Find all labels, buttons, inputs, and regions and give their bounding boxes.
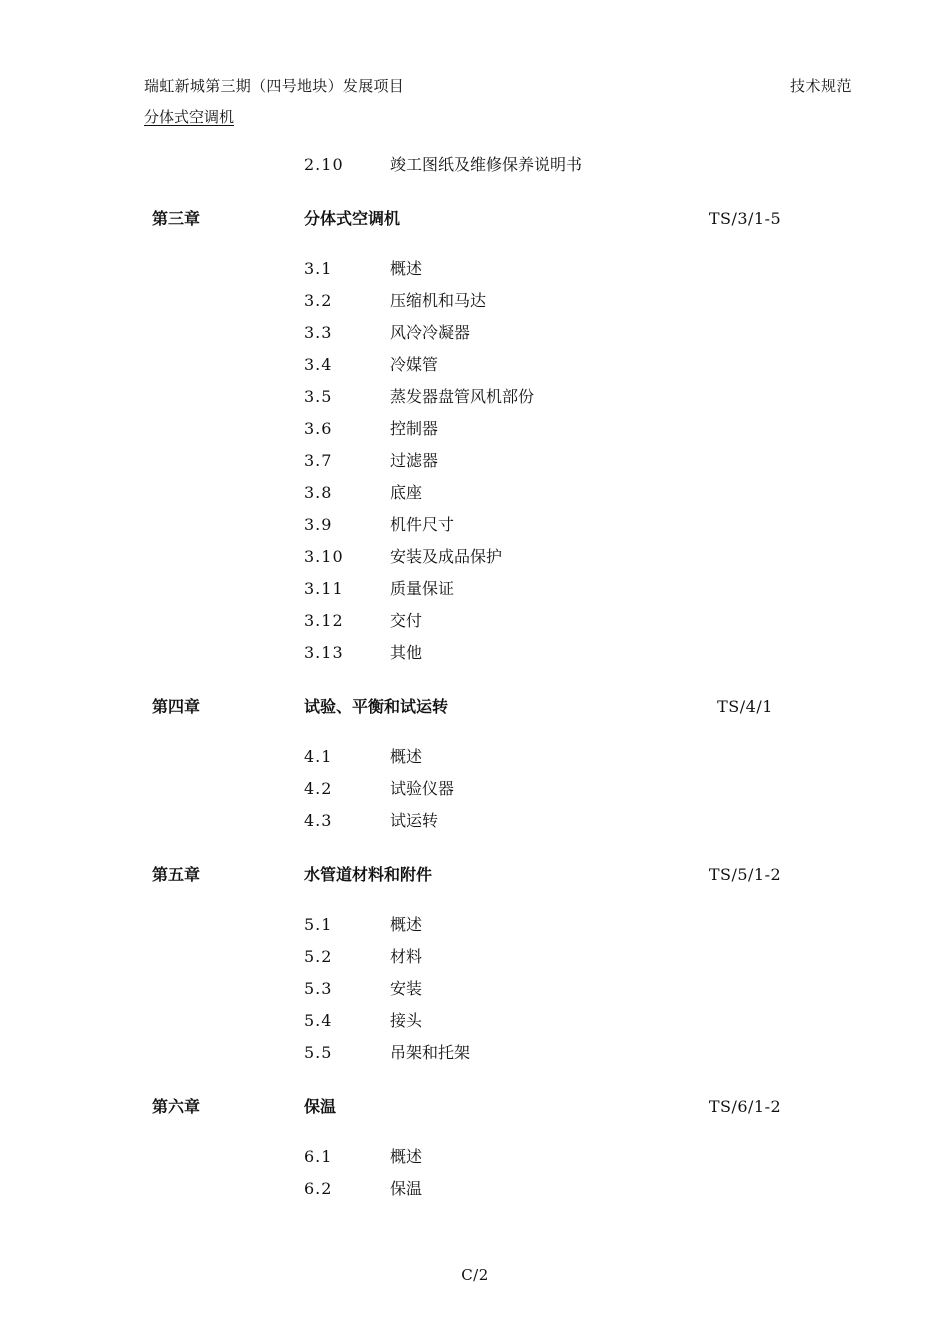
section-title: 质量保证 — [390, 579, 455, 598]
section-number: 5.5 — [304, 1043, 333, 1062]
toc-section-row — [0, 153, 950, 177]
section-title: 过滤器 — [390, 451, 439, 470]
section-title: 概述 — [390, 915, 423, 934]
section-number: 4.2 — [304, 779, 333, 798]
section-number: 3.8 — [304, 483, 333, 502]
section-title: 概述 — [390, 1147, 423, 1166]
section-title: 蒸发器盘管风机部份 — [390, 387, 535, 406]
section-title: 试验仪器 — [390, 779, 455, 798]
chapter-reference: TS/5/1-2 — [708, 865, 782, 884]
toc-section-row — [0, 449, 950, 473]
section-title: 保温 — [390, 1179, 423, 1198]
toc-section-row — [0, 913, 950, 937]
section-title: 吊架和托架 — [390, 1043, 471, 1062]
section-number: 3.1 — [304, 259, 333, 278]
toc-section-row — [0, 385, 950, 409]
toc-section-row — [0, 945, 950, 969]
section-number: 3.10 — [304, 547, 344, 566]
section-title: 试运转 — [390, 811, 439, 830]
section-title: 安装及成品保护 — [390, 547, 503, 566]
chapter-label: 第四章 — [152, 697, 201, 716]
section-title: 概述 — [390, 747, 423, 766]
section-number: 5.2 — [304, 947, 333, 966]
section-number: 5.4 — [304, 1011, 333, 1030]
toc-section-row — [0, 777, 950, 801]
chapter-reference: TS/6/1-2 — [708, 1097, 782, 1116]
section-title: 风冷冷凝器 — [390, 323, 471, 342]
section-title: 底座 — [390, 483, 423, 502]
toc-chapter-row — [0, 863, 950, 887]
section-number: 4.3 — [304, 811, 333, 830]
section-number: 3.7 — [304, 451, 333, 470]
section-title: 机件尺寸 — [390, 515, 455, 534]
toc-section-row — [0, 1009, 950, 1033]
toc-chapter-row — [0, 1095, 950, 1119]
chapter-reference: TS/4/1 — [717, 697, 773, 716]
chapter-title: 水管道材料和附件 — [304, 865, 433, 884]
section-number: 6.1 — [304, 1147, 333, 1166]
section-title: 概述 — [390, 259, 423, 278]
section-number: 4.1 — [304, 747, 333, 766]
toc-section-row — [0, 321, 950, 345]
section-title: 冷媒管 — [390, 355, 439, 374]
section-number: 3.11 — [304, 579, 344, 598]
section-number: 3.2 — [304, 291, 333, 310]
section-number: 2.10 — [304, 155, 344, 174]
chapter-reference: TS/3/1-5 — [708, 209, 782, 228]
section-number: 3.9 — [304, 515, 333, 534]
toc-section-row — [0, 289, 950, 313]
toc-section-row — [0, 809, 950, 833]
section-title: 其他 — [390, 643, 423, 662]
page-number: C/2 — [461, 1266, 489, 1284]
chapter-label: 第三章 — [152, 209, 201, 228]
toc-section-row — [0, 513, 950, 537]
section-title: 接头 — [390, 1011, 423, 1030]
toc-section-row — [0, 577, 950, 601]
section-title: 控制器 — [390, 419, 439, 438]
toc-section-row — [0, 257, 950, 281]
section-title: 材料 — [390, 947, 423, 966]
toc-section-row — [0, 481, 950, 505]
section-number: 3.3 — [304, 323, 333, 342]
section-number: 3.13 — [304, 643, 344, 662]
chapter-title: 分体式空调机 — [304, 209, 401, 228]
chapter-label: 第六章 — [152, 1097, 201, 1116]
header-project-title: 瑞虹新城第三期（四号地块）发展项目 — [144, 77, 405, 95]
toc-chapter-row — [0, 207, 950, 231]
section-number: 3.6 — [304, 419, 333, 438]
section-number: 3.12 — [304, 611, 344, 630]
toc-chapter-row — [0, 695, 950, 719]
toc-section-row — [0, 1041, 950, 1065]
section-number: 5.3 — [304, 979, 333, 998]
toc-section-row — [0, 641, 950, 665]
header-subtitle: 分体式空调机 — [144, 108, 235, 126]
chapter-title: 保温 — [304, 1097, 337, 1116]
section-title: 交付 — [390, 611, 423, 630]
toc-section-row — [0, 745, 950, 769]
toc-section-row — [0, 353, 950, 377]
toc-section-row — [0, 1177, 950, 1201]
chapter-title: 试验、平衡和试运转 — [304, 697, 449, 716]
toc-section-row — [0, 545, 950, 569]
toc-section-row — [0, 977, 950, 1001]
section-title: 安装 — [390, 979, 423, 998]
chapter-label: 第五章 — [152, 865, 201, 884]
section-number: 5.1 — [304, 915, 333, 934]
section-number: 3.4 — [304, 355, 333, 374]
toc-section-row — [0, 417, 950, 441]
toc-section-row — [0, 609, 950, 633]
section-title: 竣工图纸及维修保养说明书 — [390, 155, 583, 174]
header-doc-type: 技术规范 — [789, 77, 852, 95]
section-number: 3.5 — [304, 387, 333, 406]
toc-section-row — [0, 1145, 950, 1169]
section-number: 6.2 — [304, 1179, 333, 1198]
section-title: 压缩机和马达 — [390, 291, 487, 310]
